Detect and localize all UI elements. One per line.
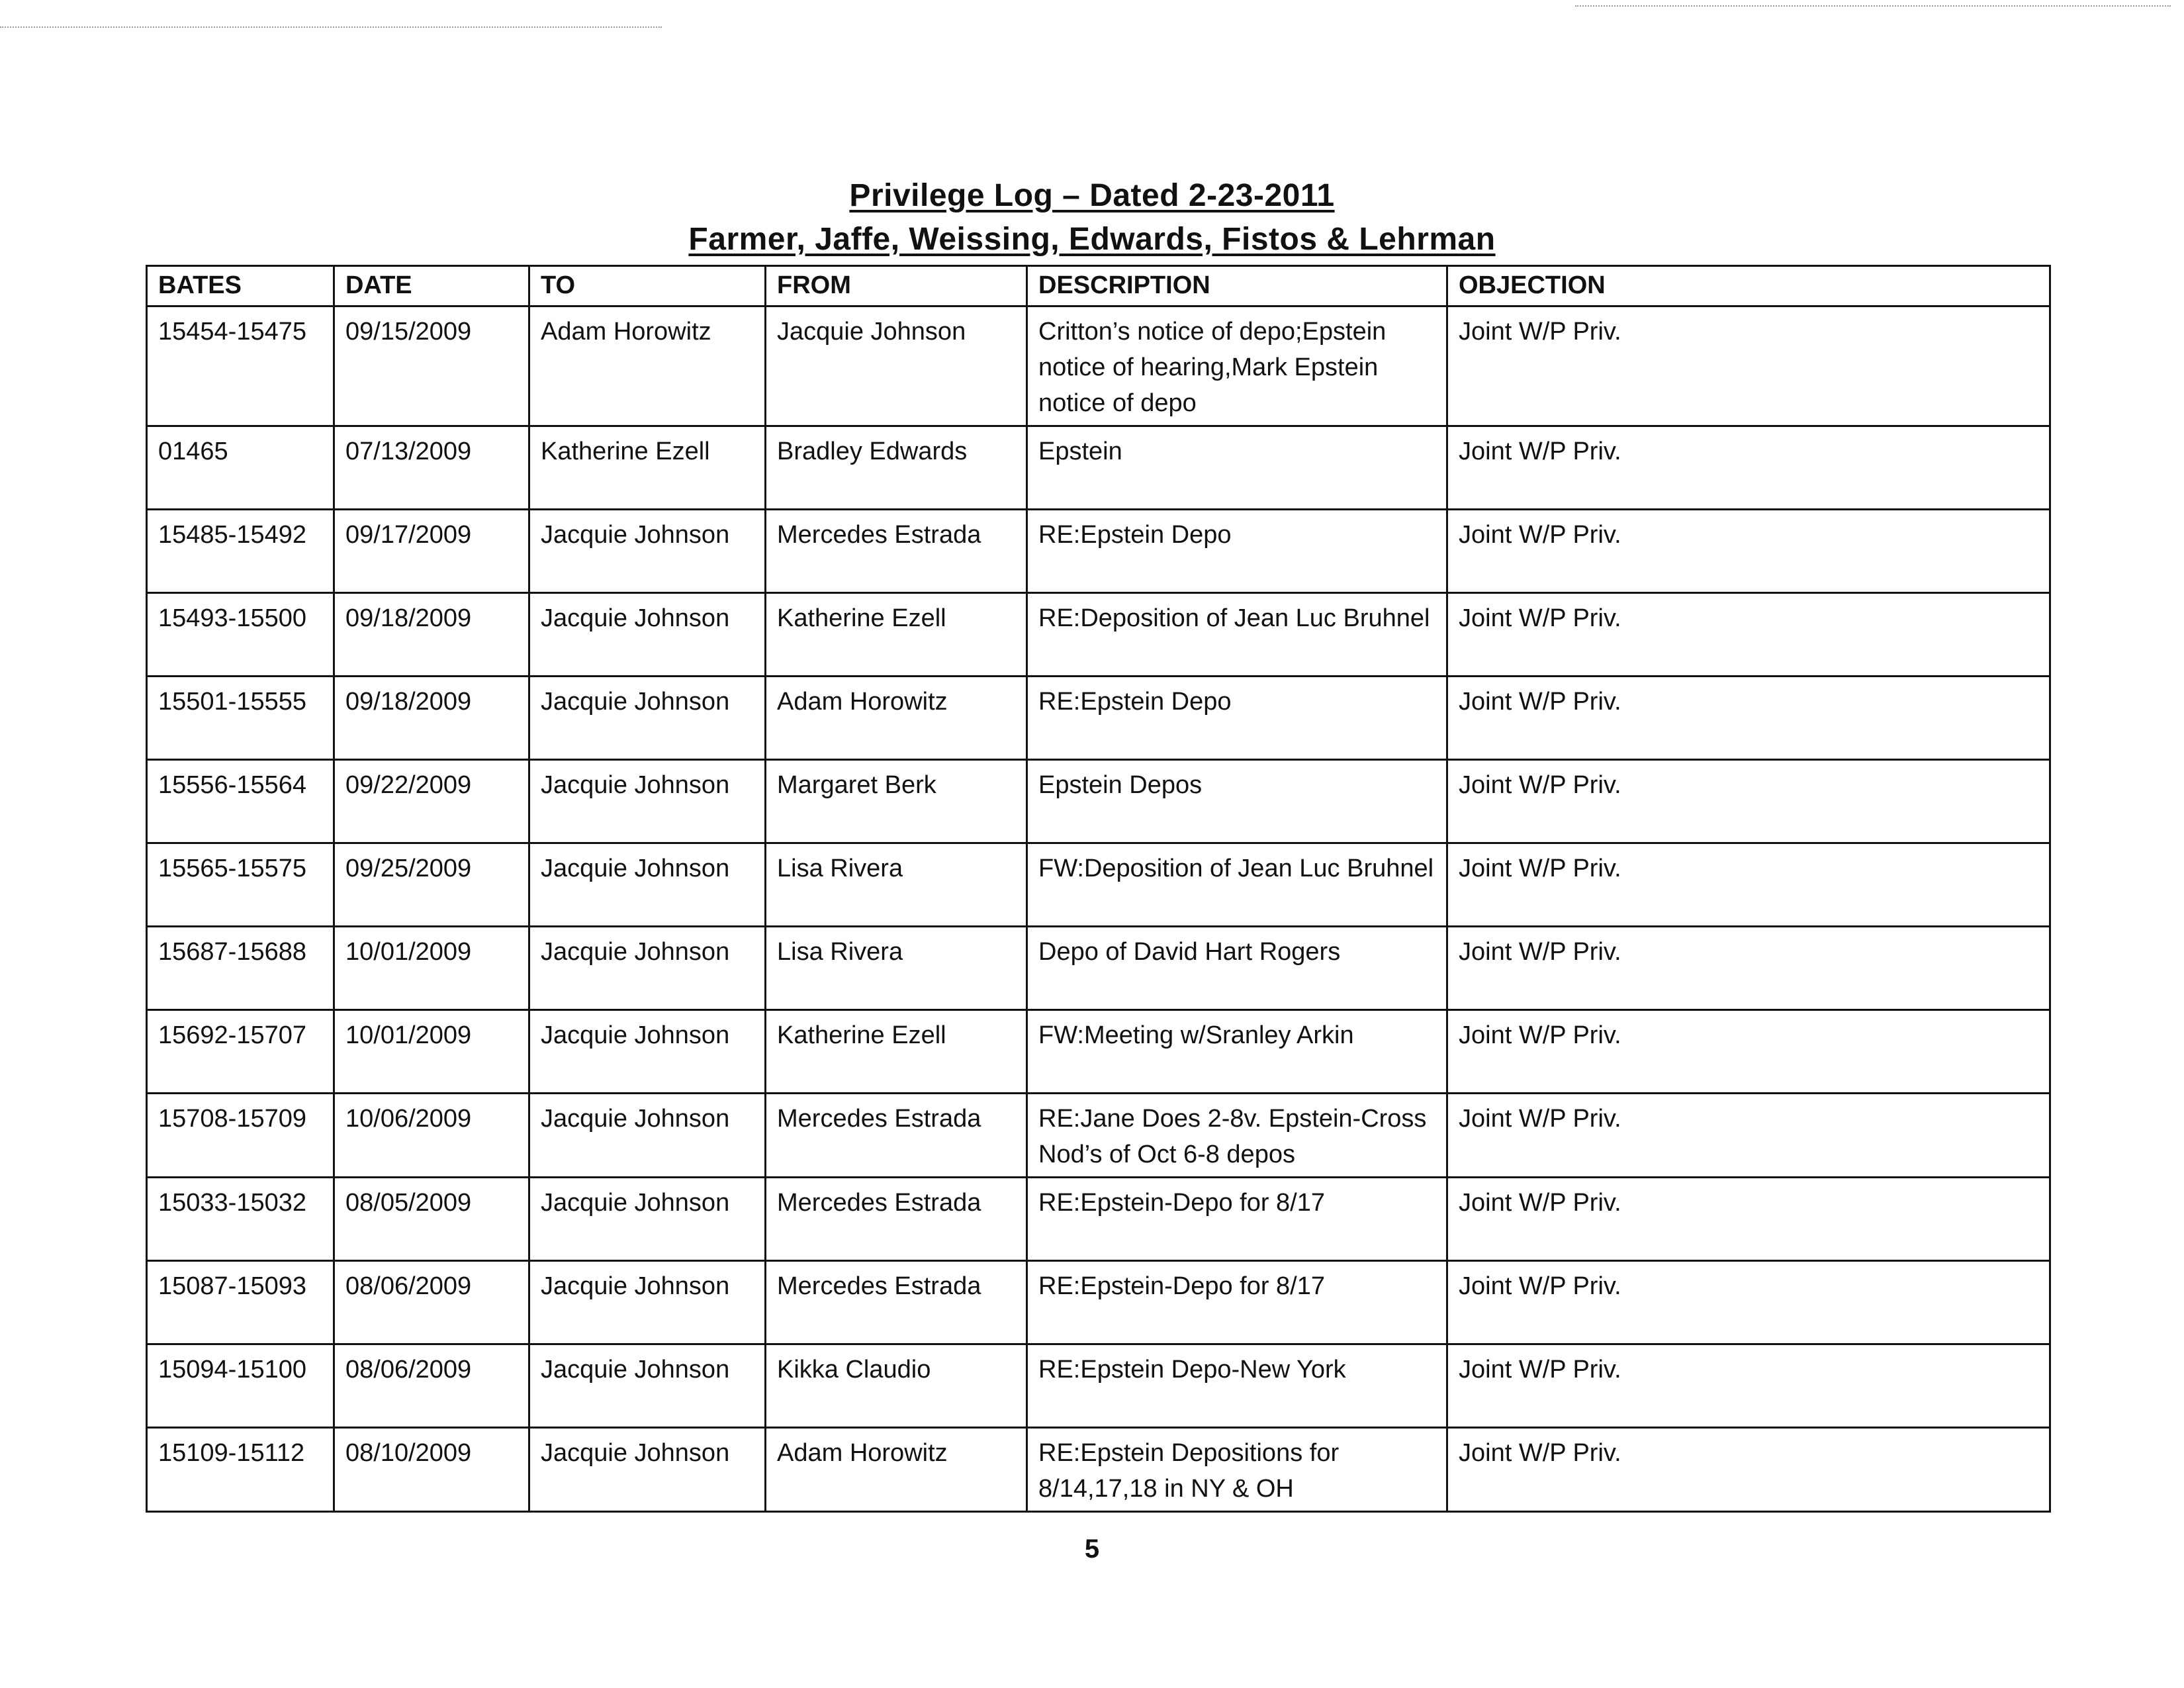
table-row (147, 1344, 2050, 1428)
to-cell: Jacquie Johnson (529, 927, 766, 1010)
from-cell: Lisa Rivera (766, 843, 1027, 927)
date-cell: 09/22/2009 (334, 760, 529, 843)
objection-cell: Joint W/P Priv. (1447, 1178, 2050, 1261)
description-cell: Epstein Depos (1027, 760, 1447, 843)
date-cell: 09/17/2009 (334, 510, 529, 593)
bates-cell: 15565-15575 (147, 843, 334, 927)
table-row (147, 426, 2050, 510)
from-cell: Mercedes Estrada (766, 1178, 1027, 1261)
description-cell: Epstein (1027, 426, 1447, 510)
table-row (147, 1010, 2050, 1094)
date-cell: 08/10/2009 (334, 1428, 529, 1512)
description-cell: RE:Deposition of Jean Luc Bruhnel (1027, 593, 1447, 677)
to-cell: Jacquie Johnson (529, 1261, 766, 1344)
from-cell: Kikka Claudio (766, 1344, 1027, 1428)
bates-cell: 15692-15707 (147, 1010, 334, 1094)
objection-cell: Joint W/P Priv. (1447, 760, 2050, 843)
table-row (147, 1261, 2050, 1344)
description-cell: RE:Epstein-Depo for 8/17 (1027, 1178, 1447, 1261)
page-number: 5 (1084, 1534, 1100, 1564)
bates-cell: 15501-15555 (147, 677, 334, 760)
bates-cell: 15087-15093 (147, 1261, 334, 1344)
table-row (147, 510, 2050, 593)
scan-artifact (0, 26, 662, 28)
table-header-row (147, 266, 2050, 306)
date-cell: 09/25/2009 (334, 843, 529, 927)
table-row (147, 1094, 2050, 1178)
objection-cell: Joint W/P Priv. (1447, 306, 2050, 426)
bates-cell: 01465 (147, 426, 334, 510)
description-cell: FW:Deposition of Jean Luc Bruhnel (1027, 843, 1447, 927)
privilege-log-table (146, 265, 2051, 1513)
table-row (147, 1428, 2050, 1512)
description-cell: RE:Epstein Depo-New York (1027, 1344, 1447, 1428)
to-cell: Jacquie Johnson (529, 843, 766, 927)
objection-cell: Joint W/P Priv. (1447, 927, 2050, 1010)
to-cell: Adam Horowitz (529, 306, 766, 426)
to-cell: Katherine Ezell (529, 426, 766, 510)
date-cell: 08/06/2009 (334, 1344, 529, 1428)
to-cell: Jacquie Johnson (529, 1178, 766, 1261)
description-cell: Depo of David Hart Rogers (1027, 927, 1447, 1010)
description-cell: RE:Epstein-Depo for 8/17 (1027, 1261, 1447, 1344)
table-row (147, 1178, 2050, 1261)
to-cell: Jacquie Johnson (529, 1010, 766, 1094)
description-cell: RE:Jane Does 2-8v. Epstein-Cross Nod’s of Oct 6-8 depos (1027, 1094, 1447, 1178)
from-cell: Katherine Ezell (766, 593, 1027, 677)
date-cell: 10/01/2009 (334, 1010, 529, 1094)
to-cell: Jacquie Johnson (529, 510, 766, 593)
description-cell: FW:Meeting w/Sranley Arkin (1027, 1010, 1447, 1094)
date-cell: 08/05/2009 (334, 1178, 529, 1261)
objection-cell: Joint W/P Priv. (1447, 1094, 2050, 1178)
to-cell: Jacquie Johnson (529, 593, 766, 677)
date-cell: 09/15/2009 (334, 306, 529, 426)
from-cell: Mercedes Estrada (766, 1094, 1027, 1178)
from-cell: Mercedes Estrada (766, 510, 1027, 593)
bates-cell: 15109-15112 (147, 1428, 334, 1512)
from-cell: Jacquie Johnson (766, 306, 1027, 426)
date-cell: 09/18/2009 (334, 593, 529, 677)
description-cell: RE:Epstein Depo (1027, 677, 1447, 760)
from-cell: Lisa Rivera (766, 927, 1027, 1010)
objection-cell: Joint W/P Priv. (1447, 426, 2050, 510)
description-cell: RE:Epstein Depo (1027, 510, 1447, 593)
bates-cell: 15493-15500 (147, 593, 334, 677)
to-cell: Jacquie Johnson (529, 1428, 766, 1512)
from-cell: Adam Horowitz (766, 1428, 1027, 1512)
from-cell: Adam Horowitz (766, 677, 1027, 760)
column-header-to: TO (529, 266, 766, 306)
objection-cell: Joint W/P Priv. (1447, 677, 2050, 760)
bates-cell: 15708-15709 (147, 1094, 334, 1178)
objection-cell: Joint W/P Priv. (1447, 843, 2050, 927)
column-header-bates: BATES (147, 266, 334, 306)
column-header-date: DATE (334, 266, 529, 306)
bates-cell: 15454-15475 (147, 306, 334, 426)
description-cell: Critton’s notice of depo;Epstein notice of hearing,Mark Epstein notice of depo (1027, 306, 1447, 426)
page-title: Privilege Log – Dated 2-23-2011 (849, 178, 1335, 213)
from-cell: Bradley Edwards (766, 426, 1027, 510)
objection-cell: Joint W/P Priv. (1447, 510, 2050, 593)
table-row (147, 760, 2050, 843)
bates-cell: 15033-15032 (147, 1178, 334, 1261)
page-subtitle: Farmer, Jaffe, Weissing, Edwards, Fistos & Lehrman (688, 222, 1496, 257)
to-cell: Jacquie Johnson (529, 760, 766, 843)
to-cell: Jacquie Johnson (529, 677, 766, 760)
objection-cell: Joint W/P Priv. (1447, 593, 2050, 677)
date-cell: 08/06/2009 (334, 1261, 529, 1344)
to-cell: Jacquie Johnson (529, 1094, 766, 1178)
date-cell: 10/01/2009 (334, 927, 529, 1010)
objection-cell: Joint W/P Priv. (1447, 1428, 2050, 1512)
table-row (147, 677, 2050, 760)
date-cell: 09/18/2009 (334, 677, 529, 760)
from-cell: Katherine Ezell (766, 1010, 1027, 1094)
description-cell: RE:Epstein Depositions for 8/14,17,18 in NY & OH (1027, 1428, 1447, 1512)
objection-cell: Joint W/P Priv. (1447, 1010, 2050, 1094)
bates-cell: 15485-15492 (147, 510, 334, 593)
from-cell: Mercedes Estrada (766, 1261, 1027, 1344)
objection-cell: Joint W/P Priv. (1447, 1344, 2050, 1428)
objection-cell: Joint W/P Priv. (1447, 1261, 2050, 1344)
table-row (147, 306, 2050, 426)
table-row (147, 843, 2050, 927)
bates-cell: 15556-15564 (147, 760, 334, 843)
column-header-objection: OBJECTION (1447, 266, 2050, 306)
bates-cell: 15094-15100 (147, 1344, 334, 1428)
table-row (147, 593, 2050, 677)
date-cell: 10/06/2009 (334, 1094, 529, 1178)
column-header-from: FROM (766, 266, 1027, 306)
bates-cell: 15687-15688 (147, 927, 334, 1010)
column-header-description: DESCRIPTION (1027, 266, 1447, 306)
scan-artifact (1575, 5, 2171, 7)
to-cell: Jacquie Johnson (529, 1344, 766, 1428)
from-cell: Margaret Berk (766, 760, 1027, 843)
table-row (147, 927, 2050, 1010)
date-cell: 07/13/2009 (334, 426, 529, 510)
